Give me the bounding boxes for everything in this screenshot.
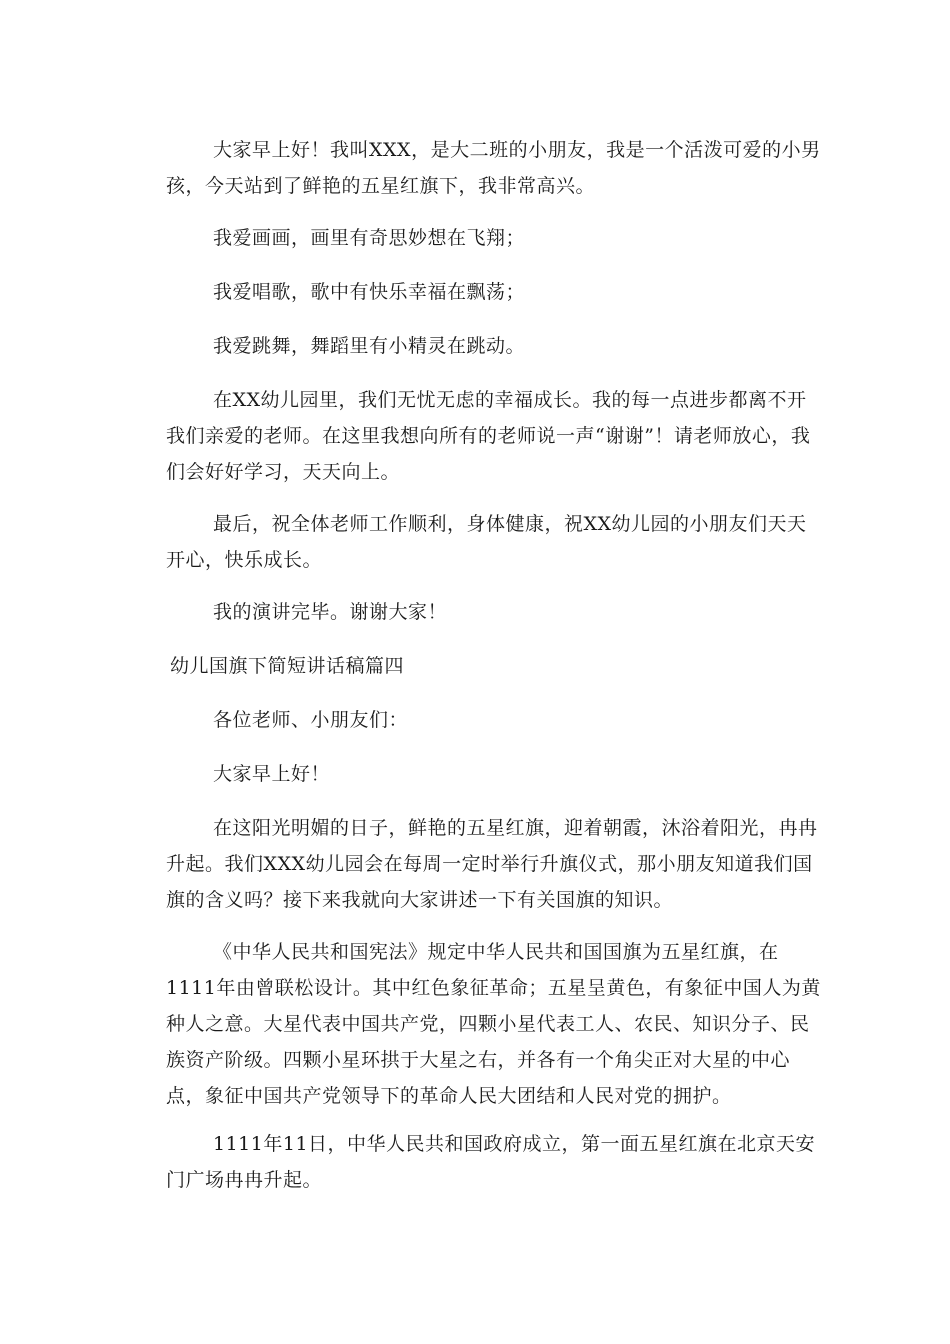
paragraph-singing: 我爱唱歌，歌中有快乐幸福在飘荡； (213, 281, 526, 303)
paragraph-salutation: 各位老师、小朋友们： (213, 709, 409, 731)
paragraph-greeting: 大家早上好！我叫XXX，是大二班的小朋友，我是一个活泼可爱的小男孩，今天站到了鲜艳的五星红旗下，我非常高兴。 (166, 139, 821, 197)
paragraph-wishes: 最后，祝全体老师工作顺利，身体健康，祝XX幼儿园的小朋友们天天开心，快乐成长。 (166, 513, 807, 571)
paragraph-founding: 1111年11日，中华人民共和国政府成立，第一面五星红旗在北京天安门广场冉冉升起。 (166, 1133, 816, 1191)
paragraph-morning-greeting: 大家早上好！ (213, 763, 331, 785)
section-heading: 幼儿国旗下简短讲话稿篇四 (170, 655, 405, 677)
paragraph-growth: 在XX幼儿园里，我们无忧无虑的幸福成长。我的每一点进步都离不开我们亲爱的老师。在这里我想向所有的老师说一声“谢谢”！请老师放心，我们会好好学习，天天向上。 (166, 389, 811, 483)
paragraph-flag-raising: 在这阳光明媚的日子，鲜艳的五星红旗，迎着朝霞，沐浴着阳光，冉冉升起。我们XXX幼儿园会在每周一定时举行升旗仪式，那小朋友知道我们国旗的含义吗？接下来我就向大家讲述一下有关国旗的知识。 (166, 817, 818, 911)
paragraph-dancing: 我爱跳舞，舞蹈里有小精灵在跳动。 (213, 335, 526, 357)
paragraph-closing: 我的演讲完毕。谢谢大家！ (213, 601, 448, 623)
paragraph-drawing: 我爱画画，画里有奇思妙想在飞翔； (213, 227, 526, 249)
paragraph-constitution: 《中华人民共和国宪法》规定中华人民共和国国旗为五星红旗，在1111年由曾联松设计。其中红色象征革命；五星呈黄色，有象征中国人为黄种人之意。大星代表中国共产党，四颗小星代表工人、农民、知识分子、民族资产阶级。四颗小星环拱于大星之右，并各有一个角尖正对大星的中心点，象征中国共产党领导下的革命人民大团结和人民对党的拥护。 (166, 941, 821, 1107)
